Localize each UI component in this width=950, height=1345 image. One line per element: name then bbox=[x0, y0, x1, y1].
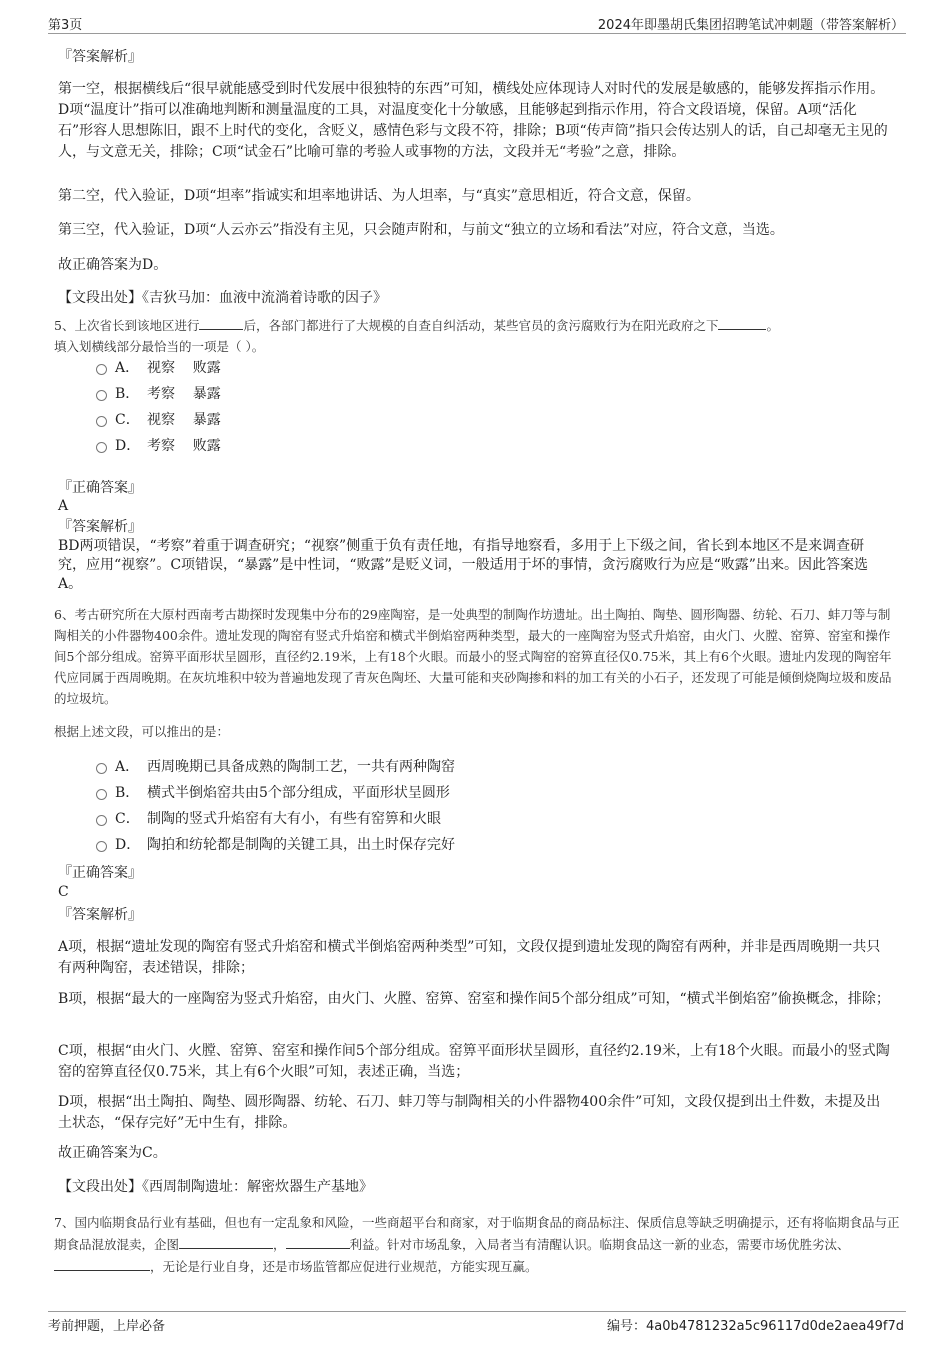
q5-option-a[interactable]: A． 视察 败露 bbox=[96, 358, 221, 378]
q6-option-b[interactable]: B． 横式半倒焰窑共由5个部分组成，平面形状呈圆形 bbox=[96, 783, 450, 803]
radio-icon[interactable] bbox=[96, 815, 107, 826]
q5-blank-2 bbox=[718, 315, 766, 330]
q4-conclusion: 故正确答案为D。 bbox=[58, 257, 168, 273]
q6-correct-label: 『正确答案』 bbox=[58, 865, 142, 881]
q5-option-c[interactable]: C． 视察 暴露 bbox=[96, 410, 221, 430]
footer-slogan: 考前押题，上岸必备 bbox=[48, 1319, 166, 1334]
document-code: 编号：4a0b4781232a5c96117d0de2aea49f7d bbox=[606, 1319, 904, 1334]
q6-correct-value: C bbox=[58, 884, 69, 900]
radio-icon[interactable] bbox=[96, 390, 107, 401]
q5-correct-label: 『正确答案』 bbox=[58, 480, 142, 496]
radio-icon[interactable] bbox=[96, 841, 107, 852]
q4-analysis-label: 『答案解析』 bbox=[58, 49, 142, 65]
radio-icon[interactable] bbox=[96, 763, 107, 774]
q6-analysis-a: A项，根据“遗址发现的陶窑有竖式升焰窑和横式半倒焰窑两种类型”可知，文段仅提到遗址发现的陶窑有两种，并非是西周晚期一共只有两种陶窑，表述错误，排除； bbox=[58, 939, 881, 976]
q5-instruction: 填入划横线部分最恰当的一项是（ ）。 bbox=[54, 339, 265, 354]
q5-option-b[interactable]: B． 考察 暴露 bbox=[96, 384, 221, 404]
q6-analysis-b: B项，根据“最大的一座陶窑为竖式升焰窑，由火门、火膛、窑箅、窑室和操作间5个部分组成”可知，“横式半倒焰窑”偷换概念，排除； bbox=[58, 991, 890, 1007]
radio-icon[interactable] bbox=[96, 416, 107, 427]
q7-stem: 7、国内临期食品行业有基础，但也有一定乱象和风险，一些商超平台和商家，对于临期食品的商品标注、保质信息等缺乏明确提示，还有将临期食品与正期食品混放混卖，企图 ， 利益。针对市场乱象，入局者当有清醒认识。临期食品这一新的业态，需要市场优胜劣汰、，无论是行业自身，还是市场监管都应促进行业规范，方能实现互赢。 bbox=[54, 1215, 900, 1274]
q6-source: 【文段出处】《西周制陶遗址：解密炊器生产基地》 bbox=[58, 1179, 373, 1195]
radio-icon[interactable] bbox=[96, 442, 107, 453]
q7-blank-1 bbox=[179, 1234, 273, 1249]
q4-analysis-para1: 第一空，根据横线后“很早就能感受到时代发展中很独特的东西”可知，横线处应体现诗人对时代的发展是敏感的，能够发挥指示作用。D项“温度计”指可以准确地判断和测量温度的工具，对温度变化十分敏感，且能够起到指示作用，符合文段语境，保留。A项“活化石”形容人思想陈旧，跟不上时代的变化，含贬义，感情色彩与文段不符，排除；B项“传声筒”指只会传达别人的话，自己却毫无主见的人，与文意无关，排除；C项“试金石”比喻可靠的考验人或事物的方法，文段并无“考验”之意，排除。 bbox=[58, 81, 888, 160]
radio-icon[interactable] bbox=[96, 364, 107, 375]
q5-analysis-label: 『答案解析』 bbox=[58, 519, 142, 535]
footer-divider bbox=[48, 1311, 906, 1312]
q5-stem: 5、上次省长到该地区进行 后，各部门都进行了大规模的自查自纠活动，某些官员的贪污腐败行为在阳光政府之下 。 bbox=[54, 315, 900, 336]
q5-correct-value: A bbox=[58, 498, 69, 514]
q6-analysis-d: D项，根据“出土陶拍、陶垫、圆形陶器、纺轮、石刀、蚌刀等与制陶相关的小件器物400余件”可知，文段仅提到出土件数，未提及出土状态，“保存完好”无中生有，排除。 bbox=[58, 1094, 881, 1131]
q6-conclusion: 故正确答案为C。 bbox=[58, 1145, 167, 1161]
q6-option-c[interactable]: C． 制陶的竖式升焰窑有大有小，有些有窑箅和火眼 bbox=[96, 809, 441, 829]
q6-analysis-c: C项，根据“由火门、火膛、窑箅、窑室和操作间5个部分组成。窑箅平面形状呈圆形，直径约2.19米，上有18个火眼。而最小的竖式陶窑的窑箅直径仅0.75米，其上有6个火眼”可知，表述正确，当选； bbox=[58, 1043, 890, 1080]
q4-analysis-para3: 第三空，代入验证，D项“人云亦云”指没有主见，只会随声附和，与前文“独立的立场和看法”对应，符合文意，当选。 bbox=[58, 222, 784, 238]
q6-option-a[interactable]: A． 西周晚期已具备成熟的陶制工艺，一共有两种陶窑 bbox=[96, 757, 455, 777]
q5-analysis: BD两项错误，“考察”着重于调查研究；“视察”侧重于负有责任地，有指导地察看，多用于上下级之间，省长到本地区不是来调查研究，应用“视察”。C项错误，“暴露”是中性词，“败露”是贬义词，一般适用于坏的事情，贪污腐败行为应是“败露”出来。因此答案选A。 bbox=[58, 538, 868, 592]
q5-option-d[interactable]: D． 考察 败露 bbox=[96, 436, 221, 456]
document-title: 2024年即墨胡氏集团招聘笔试冲刺题（带答案解析） bbox=[597, 18, 904, 33]
q7-blank-3 bbox=[54, 1256, 150, 1271]
q4-analysis-para2: 第二空，代入验证，D项“坦率”指诚实和坦率地讲话、为人坦率，与“真实”意思相近，符合文意，保留。 bbox=[58, 188, 700, 204]
q6-option-d[interactable]: D． 陶拍和纺轮都是制陶的关键工具，出土时保存完好 bbox=[96, 835, 455, 855]
q6-prompt: 根据上述文段，可以推出的是： bbox=[54, 724, 230, 739]
q7-blank-2 bbox=[286, 1234, 350, 1249]
q4-source: 【文段出处】《吉狄马加：血液中流淌着诗歌的因子》 bbox=[58, 290, 387, 306]
page-number: 第3页 bbox=[48, 18, 83, 33]
q6-analysis-label: 『答案解析』 bbox=[58, 907, 142, 923]
header-divider bbox=[48, 33, 906, 34]
q5-blank-1 bbox=[199, 315, 243, 330]
radio-icon[interactable] bbox=[96, 789, 107, 800]
q6-stem: 6、考古研究所在大原村西南考古勘探时发现集中分布的29座陶窑，是一处典型的制陶作坊遗址。出土陶拍、陶垫、圆形陶器、纺轮、石刀、蚌刀等与制陶相关的小件器物400余件。遗址发现的陶窑有竖式升焰窑和横式半倒焰窑两种类型，最大的一座陶窑为竖式升焰窑，由火门、火膛、窑箅、窑室和操作间5个部分组成。窑箅平面形状呈圆形，直径约2.19米，上有18个火眼。而最小的竖式陶窑的窑箅直径仅0.75米，其上有6个火眼。遗址内发现的陶窑年代应同属于西周晚期。在灰坑堆积中较为普遍地发现了青灰色陶坯、大量可能和夹砂陶掺和料的加工有关的小石子，还发现了可能是倾倒烧陶垃圾和废品的垃圾坑。 bbox=[54, 607, 892, 706]
